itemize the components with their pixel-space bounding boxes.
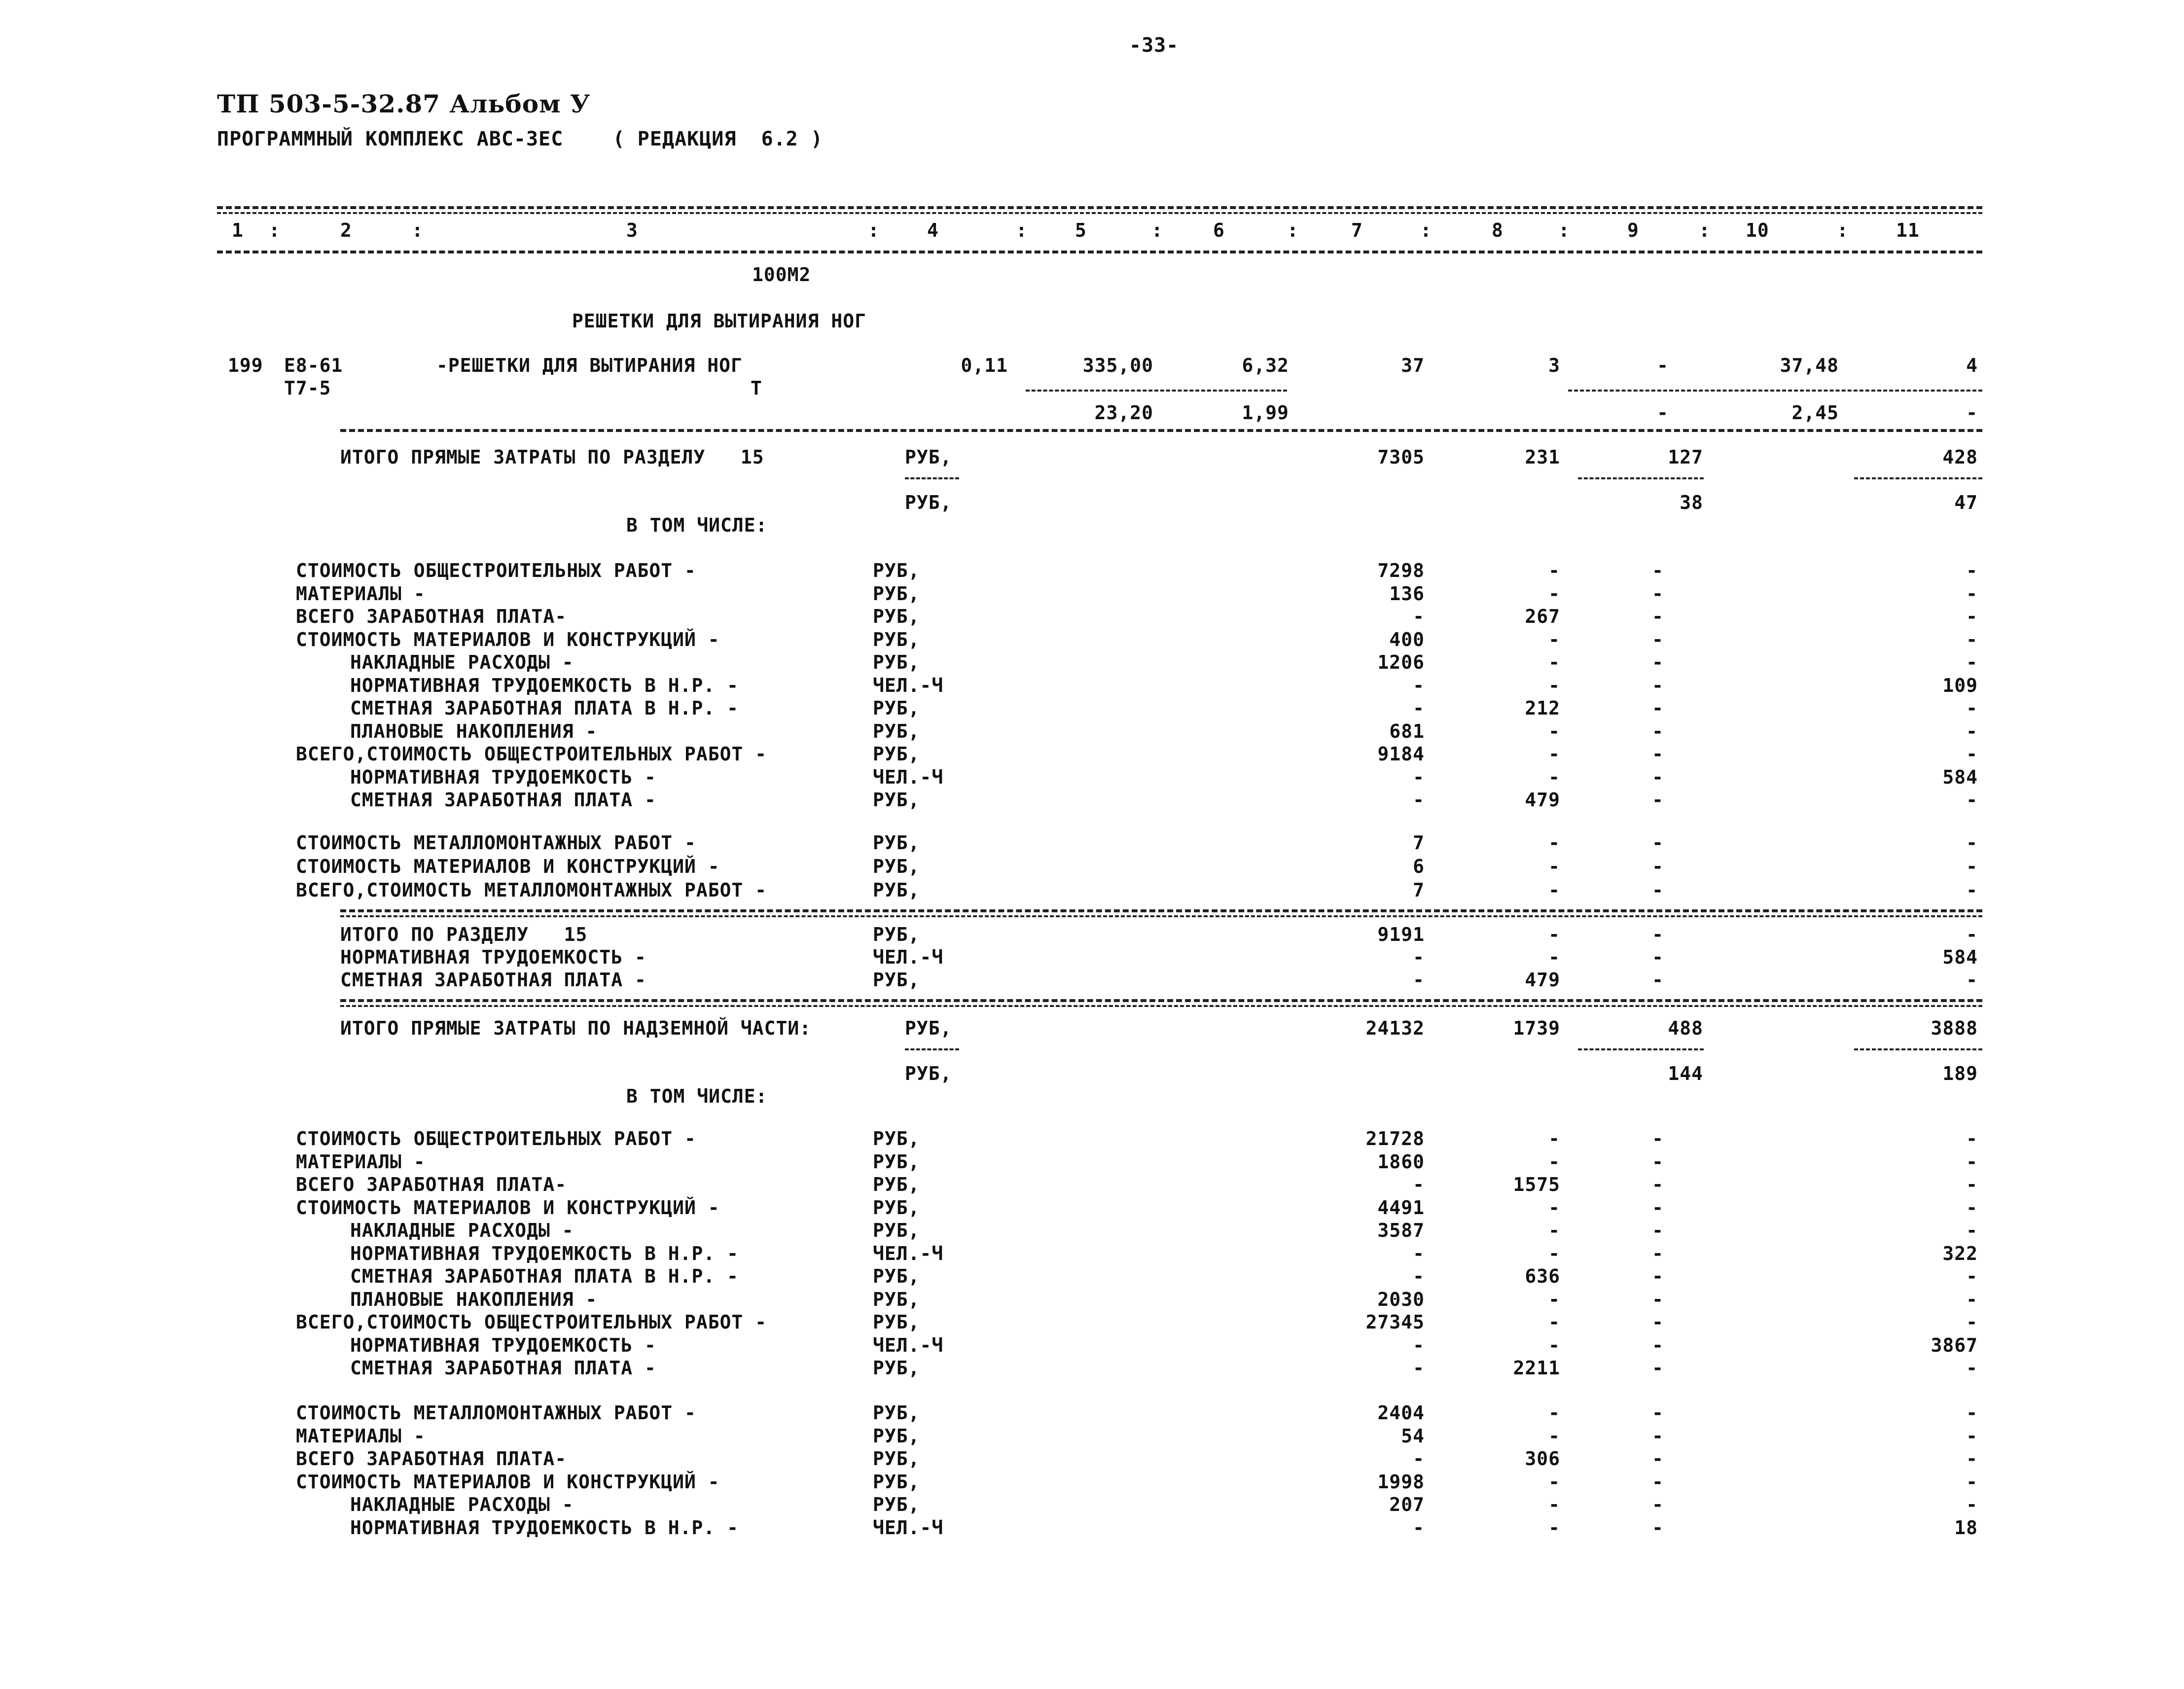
row-col11: 322 (1942, 1242, 1978, 1264)
row-label: СТОИМОСТЬ МАТЕРИАЛОВ И КОНСТРУКЦИЙ - (296, 856, 720, 877)
row-col9: - (1652, 1494, 1664, 1515)
row-col7: 6 (1413, 856, 1425, 877)
row-col9: - (1652, 1425, 1664, 1447)
row-unit: РУБ, (873, 1311, 920, 1333)
total2-col7: 24132 (1365, 1017, 1425, 1039)
row-col9: - (1652, 582, 1664, 605)
row-col7: 54 (1401, 1425, 1425, 1447)
row-unit: РУБ, (873, 879, 920, 901)
row-col11: - (1966, 743, 1978, 765)
row-col9: - (1652, 606, 1664, 627)
row-unit: РУБ, (873, 1174, 920, 1195)
row-label: НОРМАТИВНАЯ ТРУДОЕМКОСТЬ В Н.Р. - (350, 674, 739, 696)
total2-col8: 1739 (1513, 1017, 1560, 1039)
row-col8: 212 (1525, 697, 1560, 719)
row-label: МАТЕРИАЛЫ - (296, 582, 426, 605)
row-unit: РУБ, (873, 606, 920, 627)
row-col11: - (1966, 1357, 1978, 1379)
item-col4: 0,11 (961, 355, 1008, 376)
including-label-2: В ТОМ ЧИСЛЕ: (626, 1085, 768, 1107)
total1-col11-rule (1854, 477, 1982, 479)
row-col9: - (1652, 1516, 1664, 1539)
row-unit: РУБ, (873, 1402, 920, 1424)
row-label: НОРМАТИВНАЯ ТРУДОЕМКОСТЬ В Н.Р. - (350, 1516, 739, 1539)
row-col9: - (1652, 1150, 1664, 1173)
row-unit: ЧЕЛ.-Ч (873, 766, 944, 788)
section-total-label: СМЕТНАЯ ЗАРАБОТНАЯ ПЛАТА - (340, 969, 646, 991)
row-col9: - (1652, 1448, 1664, 1470)
row-col8: - (1548, 1516, 1560, 1539)
row-col11: - (1966, 1265, 1978, 1287)
row-col7: - (1413, 766, 1425, 788)
item-col11: 4 (1966, 355, 1978, 376)
column-separator: : (1420, 219, 1432, 241)
section-total-col8: - (1548, 924, 1560, 945)
row-label: СТОИМОСТЬ МАТЕРИАЛОВ И КОНСТРУКЦИЙ - (296, 1471, 720, 1493)
total2-col11-rule (1854, 1048, 1982, 1050)
column-separator: : (1837, 219, 1849, 241)
row-col11: - (1966, 1196, 1978, 1219)
row-col7: - (1413, 1242, 1425, 1264)
row-col8: - (1548, 856, 1560, 877)
row-col7: - (1413, 1448, 1425, 1470)
column-header-2: 2 (340, 219, 352, 241)
total2-col11: 3888 (1931, 1017, 1978, 1039)
column-header-7: 7 (1351, 219, 1363, 241)
row-col11: - (1966, 1311, 1978, 1333)
item-name: -РЕШЕТКИ ДЛЯ ВЫТИРАНИЯ НОГ (436, 355, 743, 376)
row-col9: - (1652, 1220, 1664, 1241)
row-label: МАТЕРИАЛЫ - (296, 1425, 426, 1447)
section-total-col11: 584 (1942, 946, 1978, 968)
row-label: СТОИМОСТЬ МАТЕРИАЛОВ И КОНСТРУКЦИЙ - (296, 1196, 720, 1219)
row-unit: РУБ, (873, 1425, 920, 1447)
row-unit: РУБ, (873, 1357, 920, 1379)
row-col7: 7 (1413, 832, 1425, 854)
row-col7: - (1413, 789, 1425, 811)
section-total-unit: РУБ, (873, 924, 920, 945)
row-col9: - (1652, 1334, 1664, 1356)
total2-col9: 488 (1668, 1017, 1703, 1039)
row-col7: 4491 (1377, 1196, 1425, 1219)
column-separator: : (412, 219, 424, 241)
total1-unit-rule (905, 477, 959, 479)
row-col11: - (1966, 697, 1978, 719)
row-col9: - (1652, 789, 1664, 811)
row-col11: - (1966, 1425, 1978, 1447)
total1-col11: 428 (1942, 446, 1978, 468)
document-title: ТП 503-5-32.87 Альбом У (217, 89, 591, 118)
table-header-rule (217, 251, 1982, 253)
item-col8: 3 (1548, 355, 1560, 376)
section-title: РЕШЕТКИ ДЛЯ ВЫТИРАНИЯ НОГ (572, 310, 866, 332)
section-total-col7: 9191 (1377, 924, 1425, 945)
row-col11: - (1966, 1128, 1978, 1150)
section-total-col7: - (1413, 946, 1425, 968)
row-unit: РУБ, (873, 1150, 920, 1173)
row-col11: - (1966, 1448, 1978, 1470)
row-col9: - (1652, 743, 1664, 765)
row-unit: РУБ, (873, 560, 920, 581)
row-col11: - (1966, 628, 1978, 650)
table-top-rule (217, 206, 1982, 209)
row-unit: РУБ, (873, 1220, 920, 1241)
row-label: НАКЛАДНЫЕ РАСХОДЫ - (350, 1220, 574, 1241)
row-col8: - (1548, 879, 1560, 901)
row-col8: - (1548, 628, 1560, 650)
row-col11: 3867 (1931, 1334, 1978, 1356)
row-col7: 1206 (1377, 651, 1425, 673)
row-col9: - (1652, 1311, 1664, 1333)
column-separator: : (1558, 219, 1570, 241)
total1-unit-second: РУБ, (905, 492, 952, 513)
section-rule-2 (340, 999, 1982, 1002)
row-label: ВСЕГО ЗАРАБОТНАЯ ПЛАТА- (296, 606, 567, 627)
column-header-5: 5 (1075, 219, 1087, 241)
row-col8: - (1548, 1196, 1560, 1219)
row-col7: 21728 (1365, 1128, 1425, 1150)
item-col7: 37 (1401, 355, 1425, 376)
row-col7: 27345 (1365, 1311, 1425, 1333)
row-label: СТОИМОСТЬ МАТЕРИАЛОВ И КОНСТРУКЦИЙ - (296, 628, 720, 650)
item-col10-second: 2,45 (1791, 402, 1839, 424)
item-unit: Т (751, 377, 762, 399)
total1-unit: РУБ, (905, 446, 952, 468)
row-unit: РУБ, (873, 720, 920, 742)
row-col9: - (1652, 1288, 1664, 1310)
total2-col9-rule (1578, 1048, 1704, 1050)
row-unit: ЧЕЛ.-Ч (873, 1334, 944, 1356)
row-col11: - (1966, 832, 1978, 854)
row-unit: ЧЕЛ.-Ч (873, 1242, 944, 1264)
row-col9: - (1652, 560, 1664, 581)
row-col9: - (1652, 1174, 1664, 1195)
column-header-1: 1 (232, 219, 244, 241)
row-col7: - (1413, 1265, 1425, 1287)
column-separator: : (868, 219, 880, 241)
item-col5-second: 23,20 (1094, 402, 1153, 424)
row-col9: - (1652, 674, 1664, 696)
row-col11: - (1966, 879, 1978, 901)
item-code-1: Е8-61 (284, 355, 343, 376)
row-col11: - (1966, 856, 1978, 877)
row-col7: 681 (1389, 720, 1425, 742)
row-col8: - (1548, 1494, 1560, 1515)
row-label: СМЕТНАЯ ЗАРАБОТНАЯ ПЛАТА - (350, 789, 656, 811)
row-label: СМЕТНАЯ ЗАРАБОТНАЯ ПЛАТА В Н.Р. - (350, 1265, 739, 1287)
column-separator: : (1287, 219, 1299, 241)
row-col9: - (1652, 832, 1664, 854)
total2-unit-second: РУБ, (905, 1063, 952, 1084)
section-rule-1 (340, 909, 1982, 912)
item-col9-second: - (1657, 402, 1669, 424)
item-col11-second: - (1966, 402, 1978, 424)
row-col11: - (1966, 1288, 1978, 1310)
row-unit: РУБ, (873, 856, 920, 877)
row-col7: 2030 (1377, 1288, 1425, 1310)
document-subtitle: ПРОГРАММНЫЙ КОМПЛЕКС АВС-3ЕС ( РЕДАКЦИЯ 6.2 ) (217, 128, 823, 150)
row-label: СТОИМОСТЬ МЕТАЛЛОМОНТАЖНЫХ РАБОТ - (296, 1402, 696, 1424)
row-unit: ЧЕЛ.-Ч (873, 1516, 944, 1539)
unit-code: 100М2 (752, 264, 811, 286)
section-total-col11: - (1966, 924, 1978, 945)
row-col8: - (1548, 1242, 1560, 1264)
row-col11: 584 (1942, 766, 1978, 788)
including-label-1: В ТОМ ЧИСЛЕ: (626, 514, 768, 536)
row-col8: - (1548, 1150, 1560, 1173)
row-label: ВСЕГО,СТОИМОСТЬ ОБЩЕСТРОИТЕЛЬНЫХ РАБОТ - (296, 743, 767, 765)
column-header-4: 4 (927, 219, 939, 241)
row-col8: 636 (1525, 1265, 1560, 1287)
row-col11: - (1966, 1174, 1978, 1195)
row-col7: 7298 (1377, 560, 1425, 581)
column-separator: : (1016, 219, 1028, 241)
section-total-col8: 479 (1525, 969, 1560, 991)
section-total-unit: РУБ, (873, 969, 920, 991)
row-unit: РУБ, (873, 743, 920, 765)
row-col8: - (1548, 766, 1560, 788)
row-col7: - (1413, 697, 1425, 719)
row-label: НАКЛАДНЫЕ РАСХОДЫ - (350, 1494, 574, 1515)
row-col8: - (1548, 651, 1560, 673)
row-col8: - (1548, 1311, 1560, 1333)
table-top-rule-2 (217, 212, 1982, 214)
row-col11: 109 (1942, 674, 1978, 696)
total1-col7: 7305 (1377, 446, 1425, 468)
section-rule-2b (340, 1005, 1982, 1007)
row-col7: - (1413, 1357, 1425, 1379)
total1-label: ИТОГО ПРЯМЫЕ ЗАТРАТЫ ПО РАЗДЕЛУ 15 (340, 446, 764, 468)
column-header-10: 10 (1746, 219, 1769, 241)
row-col7: - (1413, 674, 1425, 696)
row-col9: - (1652, 1128, 1664, 1150)
row-col9: - (1652, 1402, 1664, 1424)
row-col8: - (1548, 1471, 1560, 1493)
row-col8: - (1548, 1128, 1560, 1150)
row-unit: РУБ, (873, 1265, 920, 1287)
item-rule (340, 429, 1982, 432)
section-total-col9: - (1652, 924, 1664, 945)
row-col11: - (1966, 1150, 1978, 1173)
column-header-3: 3 (626, 219, 638, 241)
column-separator: : (1699, 219, 1711, 241)
row-label: МАТЕРИАЛЫ - (296, 1150, 426, 1173)
item-sub-rule-a (1026, 390, 1287, 392)
row-unit: РУБ, (873, 1448, 920, 1470)
item-number: 199 (228, 355, 263, 376)
row-col7: - (1413, 606, 1425, 627)
row-col7: 400 (1389, 628, 1425, 650)
row-col11: - (1966, 582, 1978, 605)
row-col8: 479 (1525, 789, 1560, 811)
row-label: СТОИМОСТЬ ОБЩЕСТРОИТЕЛЬНЫХ РАБОТ - (296, 560, 696, 581)
row-col8: - (1548, 743, 1560, 765)
row-unit: РУБ, (873, 582, 920, 605)
row-col9: - (1652, 1357, 1664, 1379)
row-unit: РУБ, (873, 1128, 920, 1150)
row-col9: - (1652, 1265, 1664, 1287)
row-unit: РУБ, (873, 1288, 920, 1310)
row-unit: РУБ, (873, 651, 920, 673)
column-header-6: 6 (1213, 219, 1225, 241)
row-col9: - (1652, 856, 1664, 877)
row-col8: - (1548, 720, 1560, 742)
row-unit: РУБ, (873, 697, 920, 719)
row-col8: - (1548, 1288, 1560, 1310)
section-total-col11: - (1966, 969, 1978, 991)
row-unit: РУБ, (873, 1196, 920, 1219)
row-col7: - (1413, 1334, 1425, 1356)
item-col6: 6,32 (1242, 355, 1289, 376)
row-col11: - (1966, 1471, 1978, 1493)
row-col7: - (1413, 1516, 1425, 1539)
item-sub-rule-b (1568, 390, 1982, 392)
row-col8: - (1548, 1425, 1560, 1447)
row-col7: - (1413, 1174, 1425, 1195)
row-unit: РУБ, (873, 1471, 920, 1493)
row-col11: - (1966, 1220, 1978, 1241)
section-total-label: НОРМАТИВНАЯ ТРУДОЕМКОСТЬ - (340, 946, 646, 968)
item-col5: 335,00 (1082, 355, 1153, 376)
row-col7: 1860 (1377, 1150, 1425, 1173)
row-col9: - (1652, 1242, 1664, 1264)
row-col7: 136 (1389, 582, 1425, 605)
section-rule-1b (340, 915, 1982, 917)
row-col8: 306 (1525, 1448, 1560, 1470)
row-col7: 2404 (1377, 1402, 1425, 1424)
total1-col8: 231 (1525, 446, 1560, 468)
row-col8: - (1548, 560, 1560, 581)
row-col11: - (1966, 1402, 1978, 1424)
row-label: СТОИМОСТЬ МЕТАЛЛОМОНТАЖНЫХ РАБОТ - (296, 832, 696, 854)
row-label: ВСЕГО,СТОИМОСТЬ ОБЩЕСТРОИТЕЛЬНЫХ РАБОТ - (296, 1311, 767, 1333)
row-col9: - (1652, 1471, 1664, 1493)
row-unit: РУБ, (873, 832, 920, 854)
total2-unit: РУБ, (905, 1017, 952, 1039)
item-col10: 37,48 (1780, 355, 1839, 376)
total1-col11-second: 47 (1954, 492, 1978, 513)
row-unit: ЧЕЛ.-Ч (873, 674, 944, 696)
row-col8: 267 (1525, 606, 1560, 627)
row-col9: - (1652, 720, 1664, 742)
row-col9: - (1652, 1196, 1664, 1219)
row-label: ВСЕГО ЗАРАБОТНАЯ ПЛАТА- (296, 1448, 567, 1470)
section-total-col8: - (1548, 946, 1560, 968)
total1-col9-rule (1578, 477, 1704, 479)
row-col11: - (1966, 720, 1978, 742)
row-col9: - (1652, 879, 1664, 901)
row-col7: 9184 (1377, 743, 1425, 765)
row-unit: РУБ, (873, 789, 920, 811)
row-label: ВСЕГО ЗАРАБОТНАЯ ПЛАТА- (296, 1174, 567, 1195)
total2-col11-second: 189 (1942, 1063, 1978, 1084)
column-header-9: 9 (1627, 219, 1639, 241)
row-label: НОРМАТИВНАЯ ТРУДОЕМКОСТЬ - (350, 1334, 656, 1356)
row-col8: - (1548, 832, 1560, 854)
row-col7: 207 (1389, 1494, 1425, 1515)
row-col8: - (1548, 1220, 1560, 1241)
row-col11: 18 (1954, 1516, 1978, 1539)
row-col9: - (1652, 697, 1664, 719)
row-label: НОРМАТИВНАЯ ТРУДОЕМКОСТЬ - (350, 766, 656, 788)
row-col8: - (1548, 582, 1560, 605)
section-total-label: ИТОГО ПО РАЗДЕЛУ 15 (340, 924, 588, 945)
item-code-2: Т7-5 (284, 377, 331, 399)
row-label: СМЕТНАЯ ЗАРАБОТНАЯ ПЛАТА В Н.Р. - (350, 697, 739, 719)
total1-col9-second: 38 (1680, 492, 1703, 513)
row-unit: РУБ, (873, 628, 920, 650)
row-col8: - (1548, 674, 1560, 696)
total2-col9-second: 144 (1668, 1063, 1703, 1084)
section-total-col9: - (1652, 969, 1664, 991)
row-col8: - (1548, 1402, 1560, 1424)
row-col7: 7 (1413, 879, 1425, 901)
section-total-unit: ЧЕЛ.-Ч (873, 946, 944, 968)
row-col11: - (1966, 560, 1978, 581)
row-label: ПЛАНОВЫЕ НАКОПЛЕНИЯ - (350, 720, 598, 742)
row-label: НАКЛАДНЫЕ РАСХОДЫ - (350, 651, 574, 673)
row-col8: - (1548, 1334, 1560, 1356)
row-col11: - (1966, 606, 1978, 627)
column-separator: : (269, 219, 281, 241)
row-label: ВСЕГО,СТОИМОСТЬ МЕТАЛЛОМОНТАЖНЫХ РАБОТ - (296, 879, 767, 901)
row-col9: - (1652, 651, 1664, 673)
column-separator: : (1151, 219, 1163, 241)
row-unit: РУБ, (873, 1494, 920, 1515)
row-label: ПЛАНОВЫЕ НАКОПЛЕНИЯ - (350, 1288, 598, 1310)
total2-label: ИТОГО ПРЯМЫЕ ЗАТРАТЫ ПО НАДЗЕМНОЙ ЧАСТИ: (340, 1017, 812, 1039)
row-col9: - (1652, 766, 1664, 788)
row-label: СТОИМОСТЬ ОБЩЕСТРОИТЕЛЬНЫХ РАБОТ - (296, 1128, 696, 1150)
row-col8: 2211 (1513, 1357, 1560, 1379)
total1-col9: 127 (1668, 446, 1703, 468)
row-col8: 1575 (1513, 1174, 1560, 1195)
item-col6-second: 1,99 (1242, 402, 1289, 424)
row-col7: 3587 (1377, 1220, 1425, 1241)
row-col9: - (1652, 628, 1664, 650)
total2-unit-rule (905, 1048, 959, 1050)
row-col11: - (1966, 789, 1978, 811)
row-label: НОРМАТИВНАЯ ТРУДОЕМКОСТЬ В Н.Р. - (350, 1242, 739, 1264)
row-col7: 1998 (1377, 1471, 1425, 1493)
item-col9: - (1657, 355, 1669, 376)
row-col11: - (1966, 651, 1978, 673)
column-header-8: 8 (1492, 219, 1504, 241)
row-label: СМЕТНАЯ ЗАРАБОТНАЯ ПЛАТА - (350, 1357, 656, 1379)
row-col11: - (1966, 1494, 1978, 1515)
page-number: -33- (1129, 34, 1179, 57)
section-total-col9: - (1652, 946, 1664, 968)
section-total-col7: - (1413, 969, 1425, 991)
column-header-11: 11 (1896, 219, 1920, 241)
